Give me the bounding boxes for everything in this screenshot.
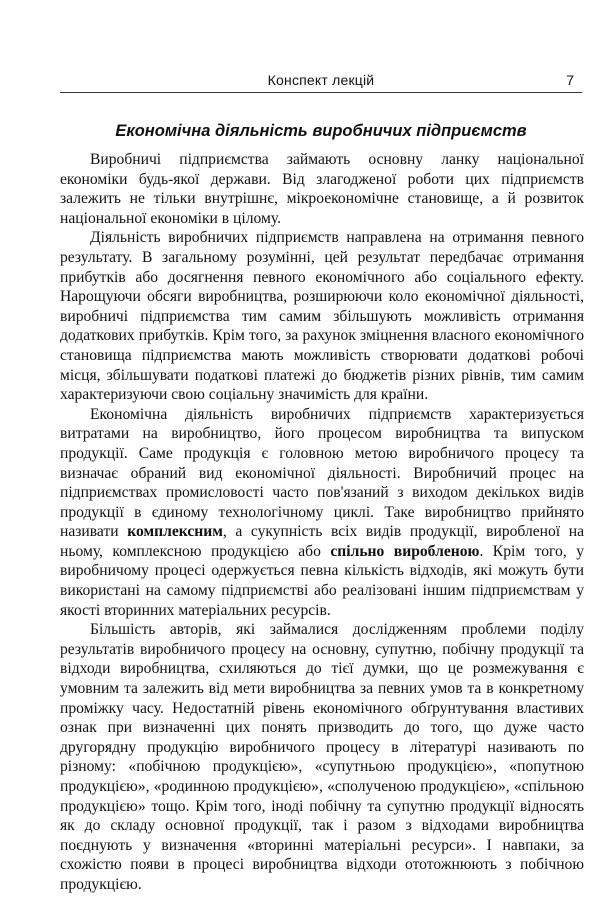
section-title: Економічна діяльність виробничих підприємств: [115, 122, 527, 140]
paragraph-3-text-b: , а сукупність всіх видів продукції, виробленої на ньому, комплексною продукцією або: [60, 523, 584, 560]
paragraph-3-text-a: Економічна діяльність виробничих підприємств характеризується витратами на виробництво, його процесом виробництва та випуском продукції. Саме продукція є головною метою виробничого процесу та визначає обраний вид економічної діяльності. Виробничий процес на підприємствах промисловості часто пов'язаний з виходом декількох видів продукції в єдиному технологічному циклі. Таке виробництво прийнято називати: [60, 405, 584, 541]
term-complex: комплексним: [127, 523, 223, 541]
paragraph-1: Виробничі підприємства займають основну ланку національної економіки будь-якої держави. Від злагодженої роботи цих підприємств залежить не тільки внутрішнє, мікроекономічне становище, а й розвиток національної економіки в цілому.: [60, 151, 584, 227]
paragraph-4: Більшість авторів, які займалися дослідженням проблеми поділу результатів виробничого процесу на основну, супутню, побічну продукції та відходи виробництва, схиляються до тієї думки, що це розмежування є умовним та залежить від мети виробництва за певних умов та в конкретному проміжку часу. Недостатній рівень економічного обґрунтування властивих ознак при визначенні цих понять призводить до того, що дуже часто другорядну продукцію виробничого процесу в літературі називають по різному: «побічною продукцією», «супутньою продукцією», «попутною продукцією», «родинною продукцією», «сполученою продукцією», «спільною продукцією» тощо. Крім того, іноді побічну та супутню продукції відносять як до складу основної продукції, так і разом з відходами виробництва поєднують у визначення «вторинні матеріальні ресурси». І навпаки, за схожістю появи в процесі виробництва відходи ототожнюють з побічною продукцією.: [60, 621, 584, 893]
page-number: 7: [566, 72, 574, 88]
paragraph-3: [60, 405, 584, 621]
body-text: [60, 150, 584, 895]
running-head: [60, 72, 582, 93]
paragraph-2: Діяльність виробничих підприємств направлена на отримання певного результату. В загальному розумінні, цей результат передбачає отримання прибутків або досягнення певного економічного або соціального ефекту. Нарощуючи обсяги виробництва, розширюючи коло економічної діяльності, виробничі підприємства тим самим збільшують можливість отримання додаткових прибутків. Крім того, за рахунок зміцнення власного економічного становища підприємства мають можливість створювати додаткові робочі місця, збільшувати податкові платежі до бюджетів різних рівнів, тим самим характеризуючи свою соціальну значимість для країни.: [60, 229, 584, 404]
running-title: Конспект лекцій: [267, 72, 375, 88]
term-jointly-produced: спільно виробленою: [330, 542, 480, 560]
paragraph-3-text-c: . Крім того, у виробничому процесі одержується певна кількість відходів, які можуть бути використані на самому підприємстві або реалізовані іншим підприємствам у якості вторинних матеріальних ресурсів.: [60, 542, 584, 619]
